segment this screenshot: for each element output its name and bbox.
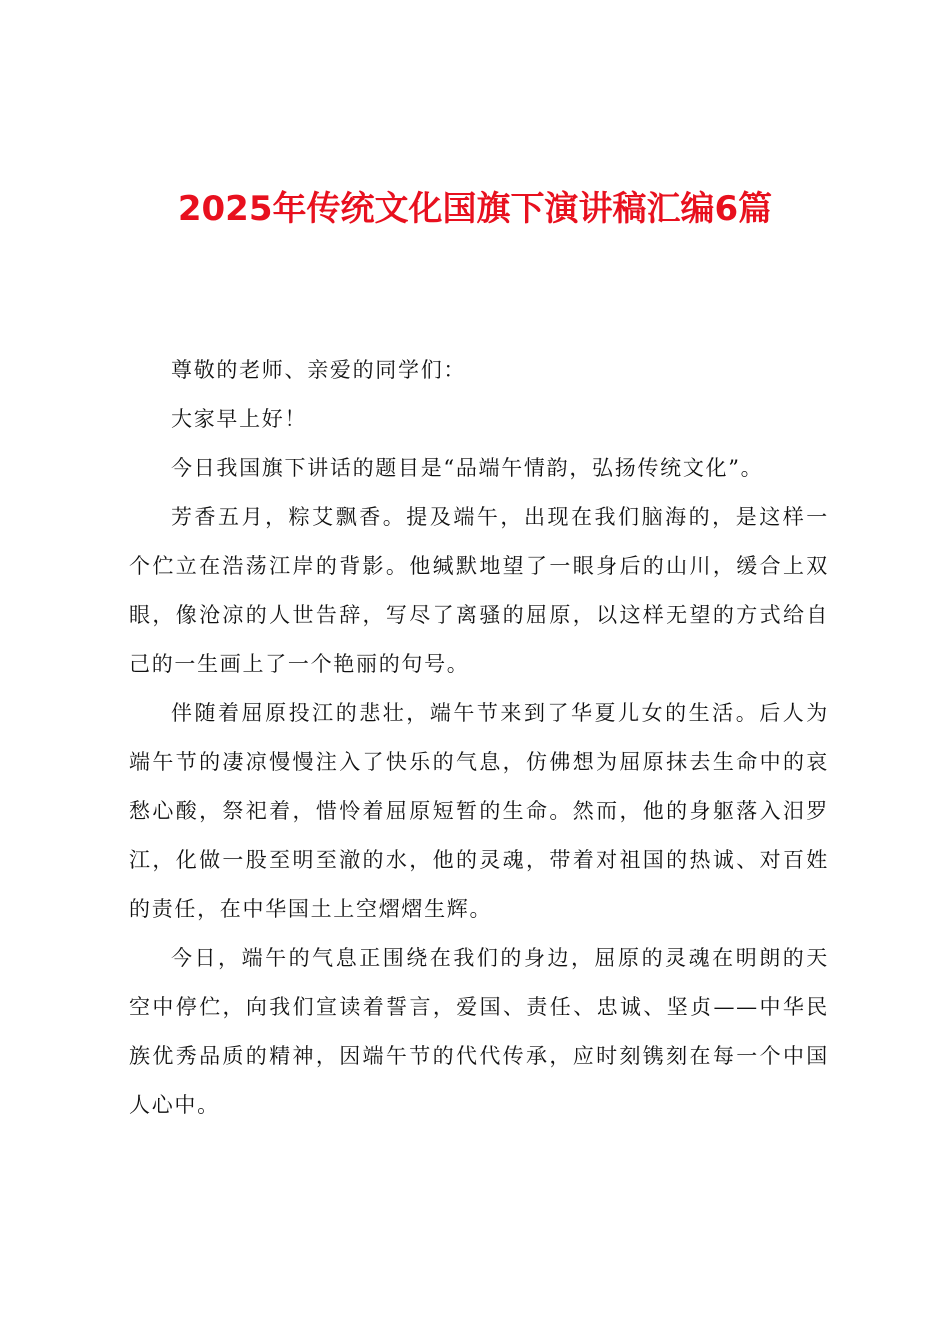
document-title: 2025年传统文化国旗下演讲稿汇编6篇 [177,189,773,229]
topic-paragraph: 今日我国旗下讲话的题目是“品端午情韵，弘扬传统文化”。 [171,456,764,480]
body-paragraph: 今日，端午的气息正围绕在我们的身边，屈原的灵魂在明朗的天空中停伫，向我们宣读着誓言，爱国、责任、忠诚、坚贞——中华民族优秀品质的精神，因端午节的代代传承，应时刻镌刻在每一个中国人心中。 [129,946,829,1117]
greeting-paragraph: 尊敬的老师、亲爱的同学们： [171,358,467,382]
body-paragraph: 伴随着屈原投江的悲壮，端午节来到了华夏儿女的生活。后人为端午节的凄凉慢慢注入了快乐的气息，仿佛想为屈原抹去生命中的哀愁心酸，祭祀着，惜怜着屈原短暂的生命。然而，他的身躯落入汨罗江，化做一股至明至澈的水，他的灵魂，带着对祖国的热诚、对百姓的责任，在中华国土上空熠熠生辉。 [129,701,829,921]
document-body [129,346,829,1130]
body-paragraph: 芳香五月，粽艾飘香。提及端午，出现在我们脑海的，是这样一个伫立在浩荡江岸的背影。他缄默地望了一眼身后的山川，缓合上双眼，像沧凉的人世告辞，写尽了离骚的屈原，以这样无望的方式给自己的一生画上了一个艳丽的句号。 [129,505,829,676]
salutation-paragraph: 大家早上好！ [171,407,308,431]
